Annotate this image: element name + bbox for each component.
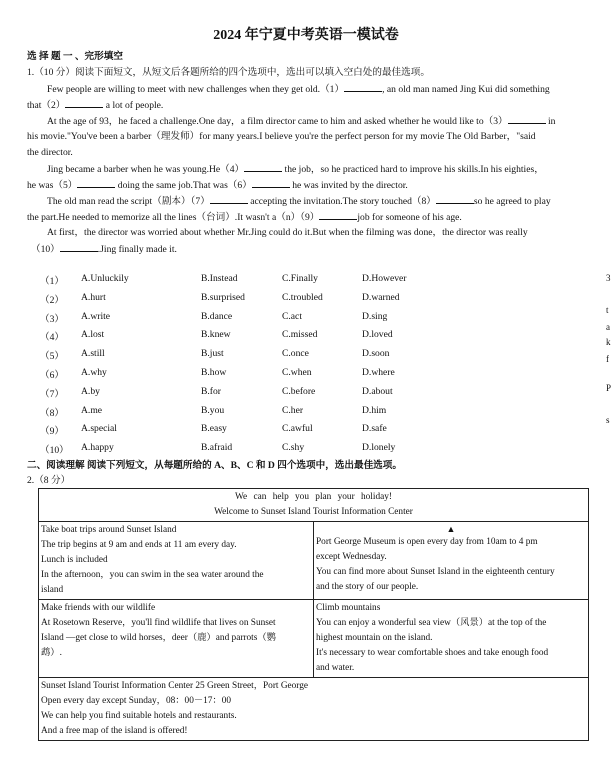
cell4-line: It's necessary to wear comfortable shoes and take enough food bbox=[316, 648, 549, 658]
option-choice[interactable]: C.troubled bbox=[282, 291, 323, 303]
option-number: （6） bbox=[40, 370, 64, 381]
blank-1 bbox=[344, 82, 382, 92]
clipped-text-fragment: s bbox=[606, 415, 610, 425]
option-choice[interactable]: A.special bbox=[81, 423, 117, 435]
clipped-text-fragment: 3 bbox=[606, 273, 611, 283]
option-row bbox=[40, 273, 460, 286]
footer-line: Open every day except Sunday，08：00－17：00 bbox=[41, 696, 232, 706]
option-choice[interactable]: A.me bbox=[81, 404, 103, 416]
table-header bbox=[39, 489, 589, 522]
section2-heading: 二、阅读理解 阅读下列短文，从每题所给的 A、B、C 和 D 四个选项中，选出最佳选项。 bbox=[27, 460, 402, 471]
option-row bbox=[40, 329, 460, 342]
cell1-line: In the afternoon，you can swim in the sea water around the bbox=[41, 570, 264, 580]
option-choice[interactable]: C.shy bbox=[282, 442, 305, 454]
q2-label: 2.（8 分） bbox=[27, 475, 71, 486]
option-number: （10） bbox=[40, 445, 69, 457]
cell2-line: except Wednesday. bbox=[316, 552, 387, 562]
cell2-line: Port George Museum is open every day from 10am to 4 pm bbox=[316, 537, 538, 547]
option-choice[interactable]: B.Instead bbox=[201, 273, 238, 284]
option-choice[interactable]: A.still bbox=[81, 348, 105, 360]
blank-2 bbox=[65, 98, 103, 108]
blank-3 bbox=[508, 114, 546, 124]
cell-climb bbox=[314, 600, 589, 678]
option-number: （1） bbox=[40, 276, 64, 287]
cell3-line: Make friends with our wildlife bbox=[41, 603, 156, 613]
option-choice[interactable]: C.awful bbox=[282, 423, 313, 435]
clipped-text-fragment: k bbox=[606, 337, 611, 347]
q1-para3-line2: he was（5） doing the same job.That was（6） he was invited by the director. bbox=[27, 180, 408, 191]
option-number: （7） bbox=[40, 388, 64, 400]
option-number: （2） bbox=[40, 294, 64, 306]
option-choice[interactable]: C.Finally bbox=[282, 273, 318, 284]
footer-line: Sunset Island Tourist Information Center 25 Green Street，Port George bbox=[41, 681, 309, 691]
section1-heading: 选 择 题 一 、完形填空 bbox=[27, 51, 123, 62]
cell4-line: highest mountain on the island. bbox=[316, 633, 433, 643]
cell3-line: At Rosetown Reserve，you'll find wildlife that lives on Sunset bbox=[41, 618, 276, 628]
clipped-text-fragment: a bbox=[606, 322, 610, 332]
option-choice[interactable]: A.lost bbox=[81, 329, 105, 341]
page-title: 2024 年宁夏中考英语一模试卷 bbox=[213, 28, 399, 43]
q1-para4-line1: The old man read the script（剧本）（7） accepting the invitation.The story touched（8） so he agreed to play bbox=[47, 196, 551, 207]
footer-line: And a free map of the island is offered! bbox=[41, 726, 188, 736]
option-number: （9） bbox=[40, 426, 64, 438]
option-choice[interactable]: C.before bbox=[282, 385, 316, 397]
option-choice[interactable]: D.soon bbox=[362, 348, 390, 360]
option-row bbox=[40, 405, 460, 418]
q1-para2-line2: his movie."You've been a barber（理发师）for many years.I believe you're the perfect person for my movie The Old Barber，"said bbox=[27, 131, 536, 142]
option-choice[interactable]: B.surprised bbox=[201, 291, 245, 303]
option-choice[interactable]: B.afraid bbox=[201, 442, 233, 454]
cell-wildlife bbox=[39, 600, 314, 678]
option-choice[interactable]: A.write bbox=[81, 310, 111, 322]
option-choice[interactable]: D.loved bbox=[362, 329, 393, 341]
cell1-line: island bbox=[41, 585, 64, 595]
q1-para2-line3: the director. bbox=[27, 147, 73, 158]
option-choice[interactable]: A.happy bbox=[81, 442, 114, 454]
option-choice[interactable]: D.about bbox=[362, 385, 393, 397]
option-choice[interactable]: D.lonely bbox=[362, 442, 396, 454]
option-row bbox=[40, 348, 460, 361]
q1-para5-line2: （10） .Jing finally made it. bbox=[31, 244, 177, 255]
q1-para1-line2: that（2） a lot of people. bbox=[27, 100, 164, 111]
cell2-line: You can find more about Sunset Island in the eighteenth century bbox=[316, 567, 555, 577]
option-choice[interactable]: C.once bbox=[282, 348, 309, 360]
option-number: （3） bbox=[40, 313, 64, 325]
blank-8 bbox=[436, 194, 474, 204]
option-choice[interactable]: C.when bbox=[282, 367, 312, 378]
blank-4 bbox=[244, 162, 282, 172]
cell3-line: Island —get close to wild horses，deer（鹿）and parrots（鹦 bbox=[41, 633, 276, 643]
option-choice[interactable]: C.act bbox=[282, 310, 302, 322]
triangle-marker-icon: ▲ bbox=[446, 524, 456, 534]
option-choice[interactable]: B.just bbox=[201, 348, 224, 360]
option-row bbox=[40, 367, 460, 380]
option-choice[interactable]: D.sing bbox=[362, 310, 388, 322]
option-row bbox=[40, 386, 460, 399]
option-choice[interactable]: B.knew bbox=[201, 329, 231, 341]
q1-instruction: 1.（10 分）阅读下面短文，从短文后各题所给的四个选项中，选出可以填入空白处的最佳选项。 bbox=[27, 67, 430, 78]
option-number: （8） bbox=[40, 407, 64, 419]
option-choice[interactable]: B.for bbox=[201, 385, 221, 397]
footer-line: We can help you find suitable hotels and restaurants. bbox=[41, 711, 237, 721]
cell-boat-trips bbox=[39, 522, 314, 600]
option-choice[interactable]: D.However bbox=[362, 273, 407, 284]
blank-9 bbox=[319, 210, 357, 220]
cell1-line: The trip begins at 9 am and ends at 11 am every day. bbox=[41, 540, 237, 550]
clipped-text-fragment: P bbox=[606, 383, 612, 393]
option-choice[interactable]: D.safe bbox=[362, 423, 387, 435]
cell2-line: and the story of our people. bbox=[316, 582, 419, 592]
header-line-2: Welcome to Sunset Island Tourist Information Center bbox=[214, 507, 413, 517]
cell4-line: Climb mountains bbox=[316, 603, 381, 613]
option-choice[interactable]: A.by bbox=[81, 385, 100, 397]
option-choice[interactable]: D.where bbox=[362, 367, 395, 378]
table-footer bbox=[39, 678, 589, 741]
q1-para4-line2: the part.He needed to memorize all the lines（台词）.It wasn't a（n）（9） job for someone of his age. bbox=[27, 212, 462, 223]
option-number: （4） bbox=[40, 332, 64, 344]
option-choice[interactable]: B.how bbox=[201, 367, 227, 378]
option-row bbox=[40, 442, 460, 455]
blank-7 bbox=[210, 194, 248, 204]
option-choice[interactable]: B.dance bbox=[201, 310, 233, 322]
clipped-text-fragment: f bbox=[606, 354, 609, 364]
option-choice[interactable]: B.you bbox=[201, 404, 225, 416]
option-choice[interactable]: D.him bbox=[362, 404, 387, 416]
option-choice[interactable]: A.why bbox=[81, 367, 107, 378]
option-choice[interactable]: B.easy bbox=[201, 423, 227, 435]
option-choice[interactable]: C.missed bbox=[282, 329, 318, 341]
option-choice[interactable]: C.her bbox=[282, 404, 304, 416]
header-line-1: We can help you plan your holiday! bbox=[235, 492, 392, 502]
option-row bbox=[40, 292, 460, 305]
q1-para3-line1: Jing became a barber when he was young.He（4） the job，so he practiced hard to improve his skills.In his eighties， bbox=[47, 164, 544, 175]
option-choice[interactable]: A.Unluckily bbox=[81, 273, 129, 284]
cell-museum bbox=[314, 522, 589, 600]
tourist-info-table bbox=[38, 488, 589, 741]
option-choice[interactable]: A.hurt bbox=[81, 291, 106, 303]
q1-para1-line1: Few people are willing to meet with new challenges when they get old.（1） , an old man named Jing Kui did something bbox=[47, 84, 550, 95]
q1-para5-line1: At first，the director was worried about whether Mr.Jing could do it.But when the filming was done，the director was really bbox=[47, 227, 528, 238]
cell1-line: Lunch is included bbox=[41, 555, 108, 565]
cell3-line: 鹉）. bbox=[41, 648, 62, 658]
q1-para2-line1: At the age of 93，he faced a challenge.One day，a film director came to him and asked whether he would like to（3） in bbox=[47, 116, 556, 127]
blank-5 bbox=[77, 178, 115, 188]
cell4-line: and water. bbox=[316, 663, 355, 673]
clipped-text-fragment: t bbox=[606, 305, 609, 315]
cell1-line: Take boat trips around Sunset Island bbox=[41, 525, 177, 535]
blank-10 bbox=[60, 242, 98, 252]
blank-6 bbox=[252, 178, 290, 188]
option-number: （5） bbox=[40, 351, 64, 363]
option-choice[interactable]: D.warned bbox=[362, 291, 400, 303]
option-row bbox=[40, 311, 460, 324]
option-row bbox=[40, 423, 460, 436]
cell4-line: You can enjoy a wonderful sea view（风景）at the top of the bbox=[316, 618, 547, 628]
